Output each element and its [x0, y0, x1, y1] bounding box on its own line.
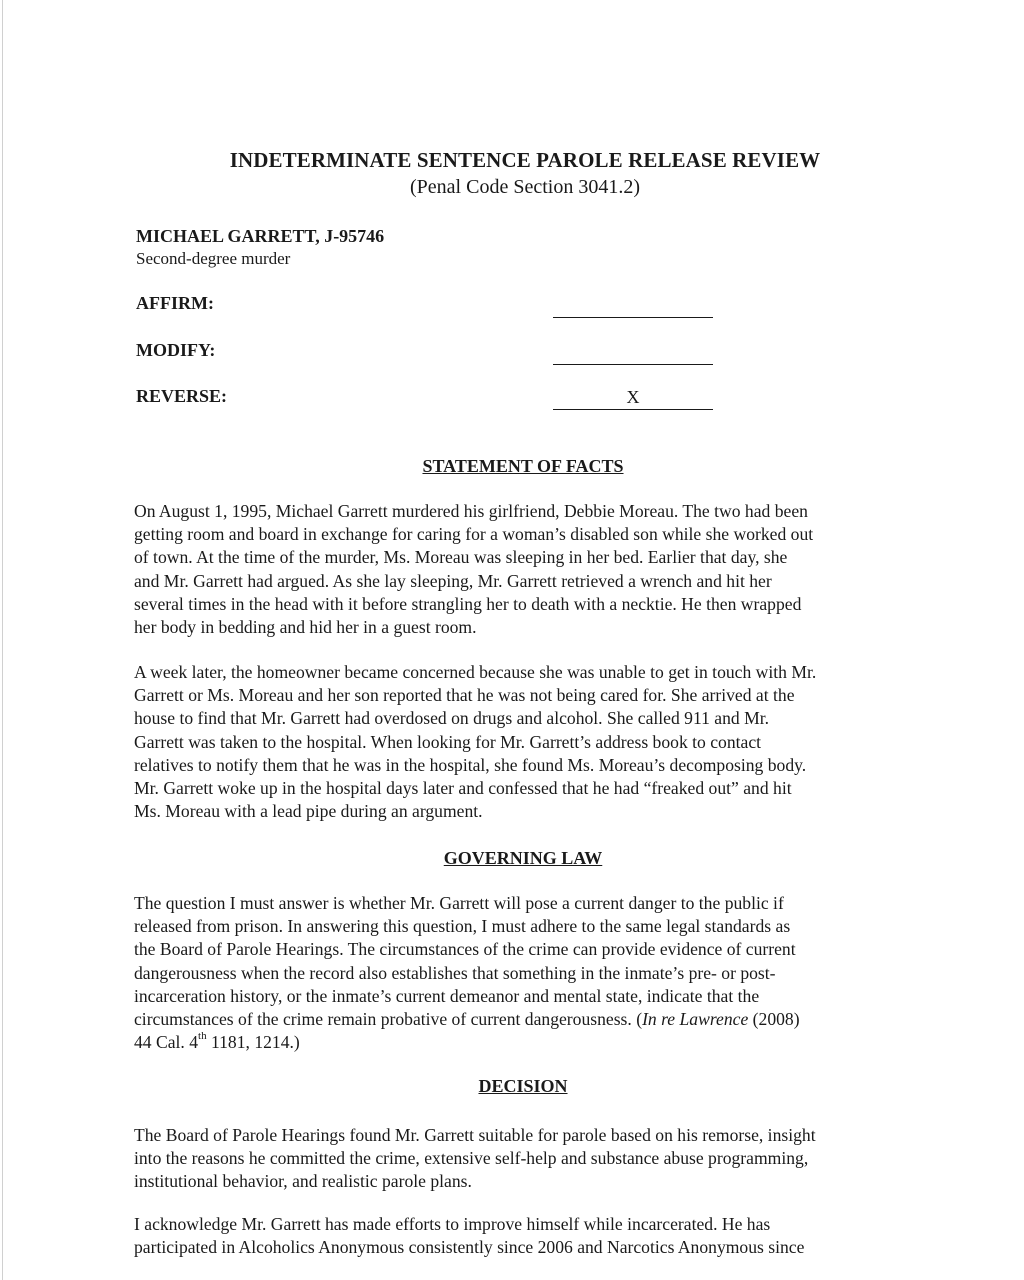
text-line: Mr. Garrett woke up in the hospital days later and confessed that he had “freaked out” and hit [134, 778, 792, 799]
text-line: into the reasons he committed the crime, extensive self-help and substance abuse programming, [134, 1148, 809, 1169]
text-line [134, 1031, 914, 1054]
facts-paragraph-1 [134, 500, 914, 639]
text-line: Garrett or Ms. Moreau and her son reported that he was not being cared for. She arrived at the [134, 685, 795, 706]
document-title: INDETERMINATE SENTENCE PAROLE RELEASE REVIEW [229, 148, 821, 172]
text-line: incarceration history, or the inmate’s current demeanor and mental state, indicate that the [134, 985, 760, 1006]
text-line: released from prison. In answering this question, I must adhere to the same legal standards as [134, 916, 791, 937]
text-line [134, 1008, 914, 1031]
citation-year: (2008) [748, 1009, 800, 1030]
text-line: institutional behavior, and realistic parole plans. [134, 1171, 472, 1192]
citation-pages: 1181, 1214.) [206, 1032, 300, 1053]
option-reverse-label: REVERSE: [136, 386, 228, 406]
text-line: her body in bedding and hid her in a guest room. [134, 617, 477, 638]
text-line: Garrett was taken to the hospital. When looking for Mr. Garrett’s address book to contact [134, 731, 762, 752]
decision-paragraph-2 [134, 1213, 914, 1259]
text-line: The question I must answer is whether Mr. Garrett will pose a current danger to the public if [134, 893, 784, 913]
text-line: On August 1, 1995, Michael Garrett murdered his girlfriend, Debbie Moreau. The two had been [134, 501, 808, 521]
facts-paragraph-2 [134, 661, 914, 823]
law-last-line-text: circumstances of the crime remain probative of current dangerousness. ( [134, 1009, 643, 1030]
option-reverse-line: X [553, 385, 713, 410]
citation-volume: 44 Cal. 4 [134, 1032, 199, 1053]
text-line: the Board of Parole Hearings. The circumstances of the crime can provide evidence of current [134, 939, 796, 960]
text-line: I acknowledge Mr. Garrett has made efforts to improve himself while incarcerated. He has [134, 1214, 771, 1234]
text-line: The Board of Parole Hearings found Mr. Garrett suitable for parole based on his remorse, insight [134, 1125, 816, 1145]
text-line: of town. At the time of the murder, Ms. Moreau was sleeping in her bed. Earlier that day, she [134, 547, 788, 568]
facts-heading: STATEMENT OF FACTS [422, 456, 624, 476]
text-line: Ms. Moreau with a lead pipe during an argument. [134, 801, 483, 822]
text-line: relatives to notify them that he was in the hospital, she found Ms. Moreau’s decomposing body. [134, 754, 807, 775]
option-affirm-label: AFFIRM: [136, 293, 214, 313]
law-heading: GOVERNING LAW [443, 848, 603, 868]
option-affirm-line [553, 293, 713, 318]
citation-superscript: th [198, 1030, 207, 1043]
case-citation: In re Lawrence [642, 1009, 749, 1030]
decision-paragraph-1 [134, 1124, 914, 1194]
text-line: dangerousness when the record also establishes that something in the inmate’s pre- or post- [134, 962, 776, 983]
inmate-name: MICHAEL GARRETT, J-95746 [136, 226, 385, 246]
text-line: getting room and board in exchange for caring for a woman’s disabled son while she worked out [134, 524, 814, 545]
option-modify-label: MODIFY: [136, 340, 216, 360]
offense: Second-degree murder [136, 249, 291, 268]
option-modify-line [553, 340, 713, 365]
law-paragraph [134, 892, 914, 1054]
text-line: house to find that Mr. Garrett had overdosed on drugs and alcohol. She called 911 and Mr. [134, 708, 770, 729]
text-line: several times in the head with it before strangling her to death with a necktie. He then wrapped [134, 593, 802, 614]
text-line: A week later, the homeowner became concerned because she was unable to get in touch with Mr. [134, 662, 817, 682]
decision-heading: DECISION [478, 1076, 568, 1096]
document-subtitle: (Penal Code Section 3041.2) [410, 176, 640, 198]
text-line: and Mr. Garrett had argued. As she lay sleeping, Mr. Garrett retrieved a wrench and hit her [134, 570, 772, 591]
text-line: participated in Alcoholics Anonymous consistently since 2006 and Narcotics Anonymous since [134, 1237, 805, 1258]
